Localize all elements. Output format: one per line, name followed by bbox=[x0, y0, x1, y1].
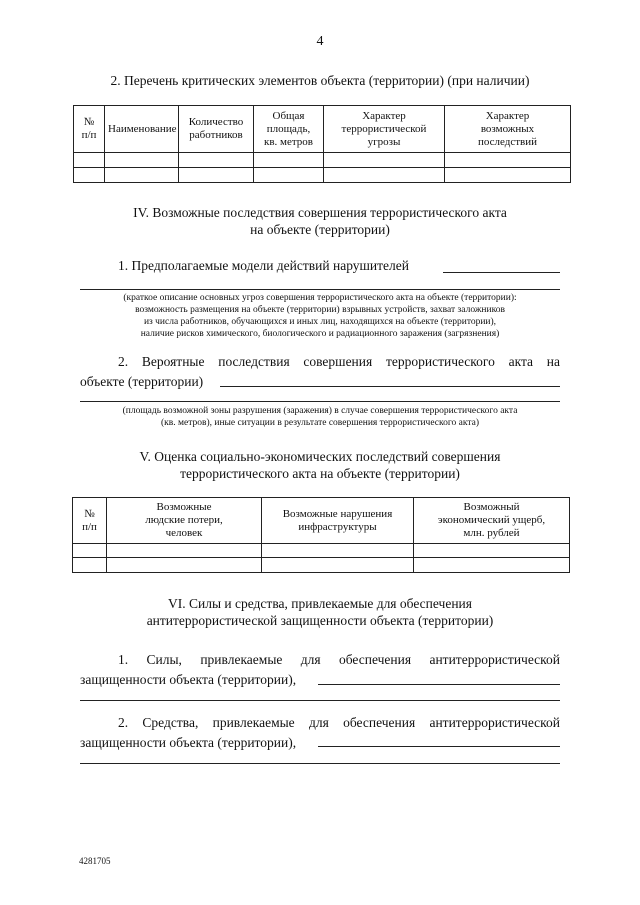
header-workers bbox=[179, 106, 254, 153]
section-v-title-line2: террористического акта на объекте (территории) bbox=[180, 466, 460, 481]
section-v-title bbox=[60, 448, 580, 482]
table-row bbox=[73, 558, 570, 573]
section-vi-item2-line1: 2. Средства, привлекаемые для обеспечения антитеррористической bbox=[118, 715, 560, 730]
fill-line bbox=[80, 289, 560, 290]
section-iv-title bbox=[60, 204, 580, 238]
header-label: № п/п bbox=[82, 507, 97, 533]
section-vi-title-line1: VI. Силы и средства, привлекаемые для обеспечения bbox=[168, 596, 472, 611]
section-iv-item2-line2: объекте (территории) bbox=[80, 374, 204, 389]
table-row bbox=[74, 153, 571, 168]
section-vi-item1-line2: защищенности объекта (территории), bbox=[80, 672, 297, 687]
header-label: Возможные нарушения инфраструктуры bbox=[282, 507, 393, 533]
header-number bbox=[73, 498, 107, 544]
section-vi-item1-line1: 1. Силы, привлекаемые для обеспечения антитеррористической bbox=[118, 652, 560, 667]
header-label: Общая площадь, кв. метров bbox=[263, 109, 314, 148]
header-damage bbox=[414, 498, 570, 544]
section-vi-title bbox=[60, 595, 580, 629]
note-line: из числа работников, обучающихся и иных лиц, находящихся на объекте (территории), bbox=[143, 317, 497, 327]
fill-line bbox=[80, 700, 560, 701]
fill-line bbox=[220, 386, 560, 387]
fill-line bbox=[80, 401, 560, 402]
note-damage-area bbox=[60, 405, 580, 429]
header-casualties bbox=[107, 498, 262, 544]
header-label: Возможные людские потери, человек bbox=[145, 501, 223, 539]
section-iv-item1: 1. Предполагаемые модели действий нарушителей bbox=[118, 258, 409, 273]
header-label: Количество работников bbox=[188, 116, 244, 141]
critical-elements-table bbox=[73, 105, 571, 183]
section-v-title-line1: V. Оценка социально-экономических последствий совершения bbox=[139, 449, 501, 464]
header-consequences bbox=[445, 106, 571, 153]
header-area bbox=[254, 106, 324, 153]
header-label: Характер возможных последствий bbox=[477, 109, 538, 148]
fill-line bbox=[318, 746, 560, 747]
table-header-row bbox=[73, 498, 570, 544]
note-line: (кв. метров), иные ситуации в результате совершения террористического акта) bbox=[160, 418, 480, 428]
note-line: (площадь возможной зоны разрушения (заражения) в случае совершения террористического акта bbox=[122, 406, 518, 416]
fill-line bbox=[443, 272, 560, 273]
header-label: Характер террористической угрозы bbox=[341, 109, 427, 148]
note-line: наличие рисков химического, биологического и радиационного заражения (загрязнения) bbox=[140, 329, 500, 339]
page-number: 4 bbox=[316, 34, 324, 49]
note-threats bbox=[60, 292, 580, 340]
header-infrastructure bbox=[262, 498, 414, 544]
section-2-title: 2. Перечень критических элементов объекта (территории) (при наличии) bbox=[110, 73, 530, 88]
socio-economic-table bbox=[72, 497, 570, 573]
section-vi-title-line2: антитеррористической защищенности объекта (территории) bbox=[146, 613, 494, 628]
section-vi-item2-line2: защищенности объекта (территории), bbox=[80, 735, 297, 750]
header-label: № п/п bbox=[81, 116, 97, 141]
table-header-row bbox=[74, 106, 571, 153]
header-name bbox=[105, 106, 179, 153]
note-line: (краткое описание основных угроз совершения террористического акта на объекте (территории): bbox=[123, 293, 517, 303]
fill-line bbox=[80, 763, 560, 764]
header-label: Наименование bbox=[108, 122, 177, 135]
document-number: 4281705 bbox=[79, 856, 111, 866]
fill-line bbox=[318, 684, 560, 685]
note-line: возможность размещения на объекте (территории) взрывных устройств, захват заложников bbox=[135, 305, 505, 315]
header-label: Возможный экономический ущерб, млн. рублей bbox=[437, 501, 546, 539]
section-iv-item2-line1: 2. Вероятные последствия совершения террористического акта на bbox=[118, 354, 560, 369]
section-iv-title-line2: на объекте (территории) bbox=[250, 222, 390, 237]
table-row bbox=[73, 544, 570, 558]
table-row bbox=[74, 168, 571, 183]
header-threat bbox=[324, 106, 445, 153]
section-iv-title-line1: IV. Возможные последствия совершения террористического акта bbox=[133, 205, 507, 220]
header-number bbox=[74, 106, 105, 153]
